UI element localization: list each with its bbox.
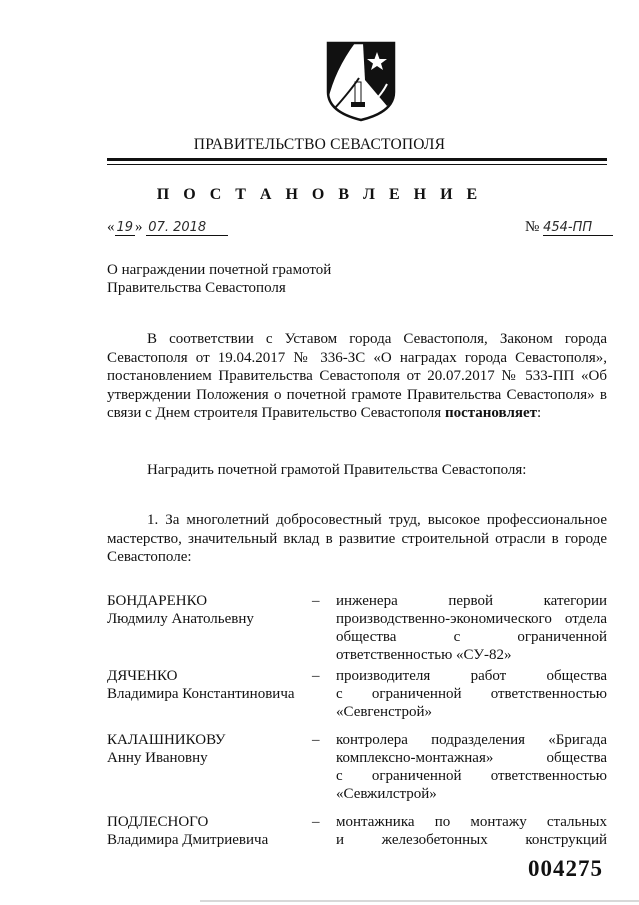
document-subject — [107, 261, 331, 297]
date-month-year: 07. 2018 — [146, 220, 228, 236]
desc-line: контролера подразделения «Бригада — [336, 732, 607, 748]
desc-line: инженера первой категории — [336, 593, 607, 609]
award-line: Наградить почетной грамотой Правительства Севастополя: — [147, 462, 527, 478]
awardee-dash: – — [312, 593, 320, 609]
resolves-colon: : — [537, 405, 542, 422]
number-value: 454-ПП — [543, 220, 613, 236]
awardee-given-names: Владимира Константиновича — [107, 686, 295, 702]
preamble-paragraph — [107, 330, 607, 423]
desc-line: производителя работ общества — [336, 668, 607, 684]
desc-line: комплексно-монтажная» общества — [336, 750, 607, 766]
awardee-name — [107, 731, 297, 767]
awardee-dash: – — [312, 814, 320, 830]
resolves-word: постановляет — [444, 405, 538, 422]
awardee-surname: БОНДАРЕНКО — [107, 593, 208, 609]
desc-line-last: «Севжилстрой» — [336, 786, 437, 802]
awardee-surname: ДЯЧЕНКО — [107, 668, 178, 684]
number-prefix: № — [525, 219, 540, 235]
header-rule-thick — [107, 158, 607, 161]
desc-line: с ограниченной ответственностью — [336, 768, 607, 784]
subject-line-1: О награждении почетной грамотой — [107, 262, 332, 278]
subject-line-2: Правительства Севастополя — [107, 280, 286, 296]
date-close-quote: » — [135, 219, 143, 235]
desc-line: общества с ограниченной — [336, 629, 607, 645]
scan-edge — [200, 900, 639, 902]
awardee-name — [107, 592, 297, 628]
awardee-name — [107, 667, 297, 703]
clause-1: 1. За многолетний добросовестный труд, высокое профессиональное мастерство, значительный вклад в развитие строительной отрасли в городе Севастополе: — [107, 512, 607, 566]
document-number — [525, 219, 613, 236]
sevastopol-coat-of-arms-icon — [325, 40, 397, 122]
desc-line: монтажника по монтажу стальных — [336, 814, 607, 830]
awardee-dash: – — [312, 668, 320, 684]
preamble-text: В соответствии с Уставом города Севастополя, Законом города Севастополя от 19.04.2017 № 336-ЗС «О наградах города Севастополя», постановлением Правительства Севастополя от 20.07.2017 № 533-ПП «Об утверждении Положения о почетной грамоте Правительства Севастополя» в связи с Днем строителя Правительство Севастополя — [107, 331, 607, 422]
awardee-given-names: Анну Ивановну — [107, 750, 208, 766]
awardee-name — [107, 813, 297, 849]
desc-line: с ограниченной ответственностью — [336, 686, 607, 702]
awardee-description — [336, 592, 607, 664]
desc-line-last: «Севгенстрой» — [336, 704, 432, 720]
awardee-given-names: Владимира Дмитриевича — [107, 832, 269, 848]
document-date — [107, 219, 228, 236]
awardee-description — [336, 813, 607, 849]
header-rule-thin — [107, 164, 607, 165]
government-title: ПРАВИТЕЛЬСТВО СЕВАСТОПОЛЯ — [193, 136, 446, 153]
awardee-surname: ПОДЛЕСНОГО — [107, 814, 209, 830]
desc-line-last: ответственностью «СУ-82» — [336, 647, 512, 663]
desc-line: производственно-экономического отдела — [336, 611, 607, 627]
awardee-surname: КАЛАШНИКОВУ — [107, 732, 226, 748]
desc-line: и железобетонных конструкций — [336, 832, 607, 848]
document-type: П О С Т А Н О В Л Е Н И Е — [156, 186, 483, 203]
serial-number: 004275 — [528, 856, 603, 881]
awardee-description — [336, 731, 607, 803]
awardee-given-names: Людмилу Анатольевну — [107, 611, 254, 627]
awardee-dash: – — [312, 732, 320, 748]
awardee-description — [336, 667, 607, 721]
date-day: 19 — [116, 220, 134, 235]
date-open-quote: « — [107, 219, 115, 235]
